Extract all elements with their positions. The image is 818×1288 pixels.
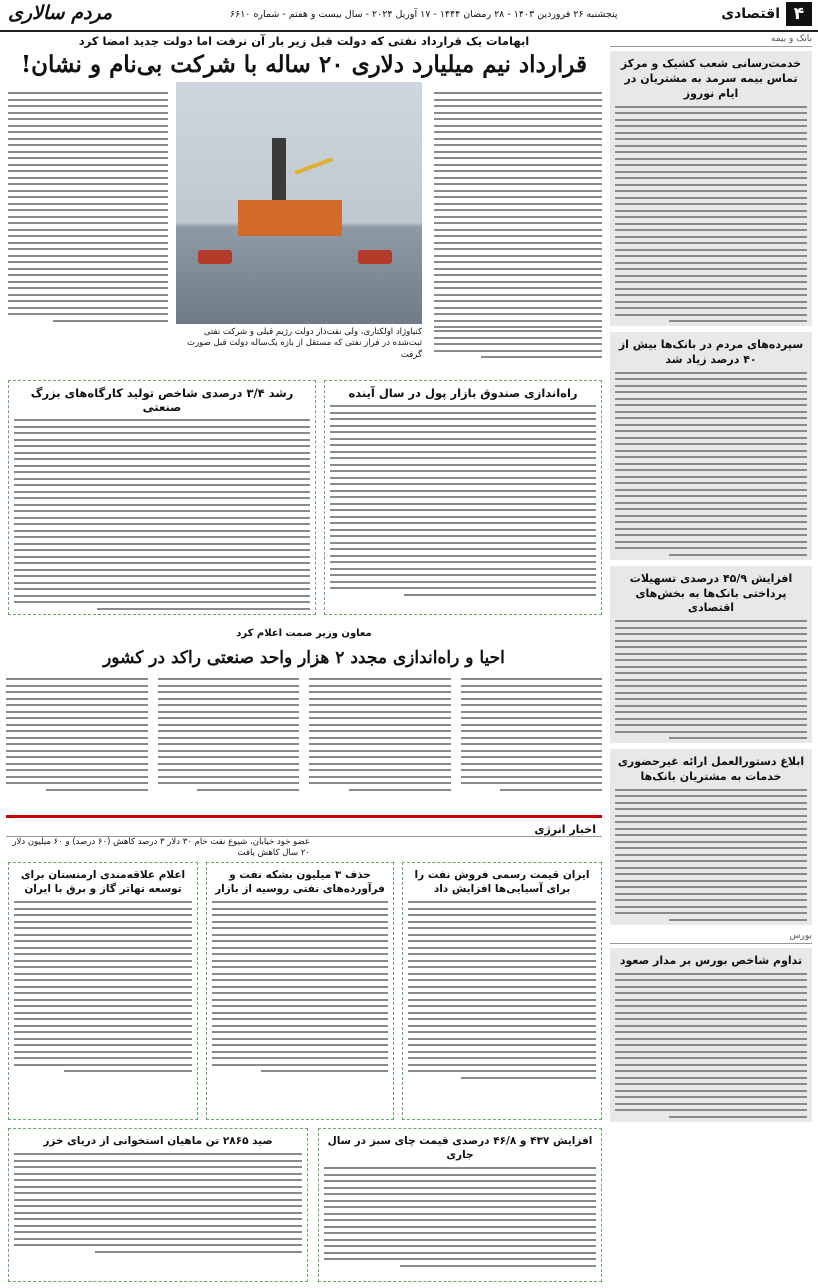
news-box-title: اعلام علاقه‌مندی ارمنستان برای توسعه تهاتر گاز و برق با ایران [20, 869, 186, 896]
news-box-title: صید ۲۸۶۵ تن ماهیان استخوانی از دریای خزر [43, 1135, 273, 1147]
story-text-column [434, 92, 602, 328]
text-body [615, 973, 807, 1118]
news-box[interactable] [610, 51, 812, 326]
issue-date-line: پنجشنبه ۲۶ فروردین ۱۴۰۳ - ۲۸ رمضان ۱۴۴۴ - ۱۷ آوریل ۲۰۲۴ - سال بیست و هفتم - شماره ۶۶۱۰ [230, 9, 618, 20]
oil-platform-photo [176, 82, 422, 324]
news-box-title: حذف ۳ میلیون بشکه نفت و فرآورده‌های نفتی روسیه از بازار [215, 869, 385, 896]
news-box[interactable] [402, 862, 602, 1120]
news-box[interactable] [8, 1128, 308, 1282]
page-number: ۴ [786, 2, 812, 26]
text-body [14, 901, 192, 1072]
right-column [610, 34, 812, 1128]
story-text-column [8, 92, 168, 322]
story-kicker: ابهامات یک قرارداد نفتی که دولت قبل زیر بار آن نرفت اما دولت جدید امضا کرد [78, 34, 530, 48]
column-tag: بورس [610, 931, 812, 944]
news-box-title: خدمت‌رسانی شعب کشیک و مرکز تماس بیمه سرمد به مشتریان در ایام نوروز [620, 57, 802, 100]
news-box[interactable] [610, 566, 812, 744]
news-box-title: رشد ۳/۴ درصدی شاخص تولید کارگاه‌های بزرگ صنعتی [30, 386, 294, 414]
news-box-title: راه‌اندازی صندوق بازار پول در سال آینده [348, 386, 578, 400]
story-text-column [434, 330, 602, 358]
page-header [0, 0, 818, 32]
news-box-title: افزایش ۴۳۷ و ۴۶/۸ درصدی قیمت چای سبز در سال جاری [327, 1135, 593, 1162]
photo-caption: کنیاوژاد اولکتاری، ولی نفت‌دار دولت رژیم قبلی و شرکت نفتی ثبت‌شده در فراز نفتی که مستقل از بازه یک‌ساله دولت قبل صورت گرفت [187, 327, 422, 360]
news-box-title: افزایش ۴۵/۹ درصدی تسهیلات پرداختی بانک‌ها به بخش‌های اقتصادی [629, 571, 793, 615]
section-label: اخبار انرژی [534, 823, 596, 836]
column-tag: بانک و بیمه [610, 34, 812, 47]
news-box-title: ابلاغ دستورالعمل ارائه غیرحضوری خدمات به مشتریان بانک‌ها [617, 755, 805, 784]
text-body [324, 1167, 596, 1267]
news-box[interactable] [8, 862, 198, 1120]
news-box[interactable] [610, 749, 812, 925]
newspaper-logo: مردم سالاری [8, 2, 113, 24]
text-body [14, 419, 310, 610]
text-body [330, 405, 596, 596]
news-box-title: سپرده‌های مردم در بانک‌ها بیش از ۴۰ درصد زیاد شد [618, 338, 804, 366]
section-bar [6, 815, 602, 837]
section-title: اقتصادی [721, 6, 780, 22]
text-body [615, 106, 807, 323]
news-box-title: ایران قیمت رسمی فروش نفت را برای آسیایی‌ها افزایش داد [414, 869, 590, 896]
text-body [408, 901, 596, 1079]
news-box[interactable] [8, 380, 316, 615]
news-box[interactable] [324, 380, 602, 615]
text-body [615, 620, 807, 739]
news-box[interactable] [610, 948, 812, 1122]
story-headline[interactable]: قرارداد نیم میلیارد دلاری ۲۰ ساله با شرکت بی‌نام و نشان! [21, 51, 587, 78]
story-kicker: معاون وزیر صمت اعلام کرد [236, 628, 372, 639]
lead-story [6, 34, 602, 84]
news-box-title: تداوم شاخص بورس بر مدار صعود [619, 953, 803, 967]
news-box[interactable] [318, 1128, 602, 1282]
news-box[interactable] [610, 332, 812, 560]
story-headline[interactable]: احیا و راه‌اندازی مجدد ۲ هزار واحد صنعتی راکد در کشور [103, 648, 505, 668]
text-body [212, 901, 388, 1072]
text-body [615, 372, 807, 556]
news-box[interactable] [206, 862, 394, 1120]
story-body [6, 678, 602, 791]
text-body [615, 789, 807, 921]
lead-note: عضو خود خیابان، شیوع نفت خام ۳۰ دلار ۳ درصد کاهش (۶۰ درصد) و ۶۰ میلیون دلار ۲۰ سال کاهش یافت [12, 837, 310, 859]
text-body [14, 1153, 302, 1253]
